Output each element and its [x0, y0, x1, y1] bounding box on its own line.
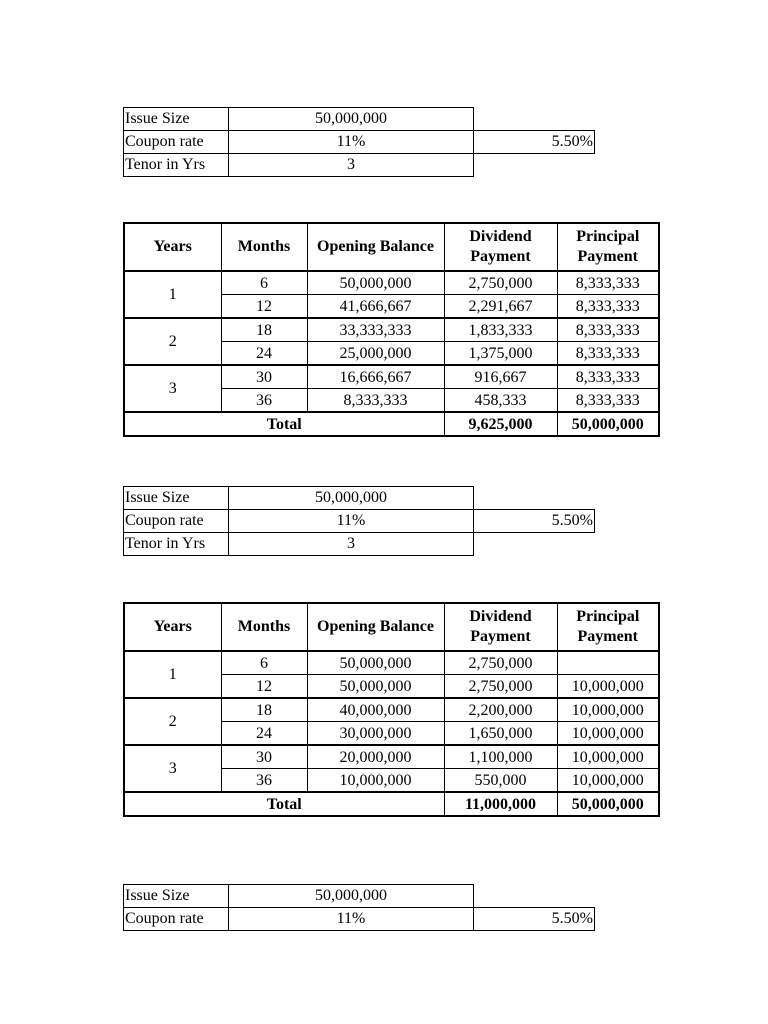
dividend-cell: 2,750,000 [444, 675, 557, 699]
dividend-cell: 1,100,000 [444, 745, 557, 769]
principal-cell: 10,000,000 [557, 745, 659, 769]
principal-cell: 8,333,333 [557, 389, 659, 413]
repayment-schedule-1 [123, 222, 660, 437]
opening-balance-cell: 10,000,000 [307, 769, 444, 793]
year-cell: 2 [124, 318, 221, 365]
half-coupon-rate: 5.50% [474, 131, 595, 154]
principal-cell: 10,000,000 [557, 698, 659, 722]
year-cell: 2 [124, 698, 221, 745]
opening-balance-cell: 30,000,000 [307, 722, 444, 746]
dividend-cell: 2,750,000 [444, 651, 557, 675]
dividend-cell: 2,291,667 [444, 295, 557, 319]
dividend-cell: 1,375,000 [444, 342, 557, 366]
opening-balance-cell: 50,000,000 [307, 271, 444, 295]
empty-cell [474, 108, 595, 131]
months-cell: 30 [221, 745, 307, 769]
year-cell: 3 [124, 365, 221, 412]
dividend-cell: 1,650,000 [444, 722, 557, 746]
issue-size-value: 50,000,000 [229, 885, 474, 908]
total-label: Total [124, 412, 444, 436]
opening-balance-cell: 16,666,667 [307, 365, 444, 389]
principal-cell: 10,000,000 [557, 769, 659, 793]
total-label: Total [124, 792, 444, 816]
months-cell: 24 [221, 342, 307, 366]
header-years: Years [124, 223, 221, 271]
months-cell: 36 [221, 769, 307, 793]
opening-balance-cell: 40,000,000 [307, 698, 444, 722]
opening-balance-cell: 50,000,000 [307, 651, 444, 675]
principal-cell: 8,333,333 [557, 365, 659, 389]
principal-cell: 8,333,333 [557, 342, 659, 366]
table-row [124, 651, 659, 675]
dividend-cell: 916,667 [444, 365, 557, 389]
dividend-cell: 550,000 [444, 769, 557, 793]
opening-balance-cell: 20,000,000 [307, 745, 444, 769]
dividend-cell: 2,750,000 [444, 271, 557, 295]
months-cell: 30 [221, 365, 307, 389]
months-cell: 6 [221, 651, 307, 675]
parameters-table-3 [123, 884, 595, 931]
parameters-table-2 [123, 486, 595, 556]
total-row [124, 792, 659, 816]
table-row [124, 745, 659, 769]
tenor-label: Tenor in Yrs [124, 533, 229, 556]
empty-cell [474, 885, 595, 908]
principal-cell: 10,000,000 [557, 675, 659, 699]
dividend-cell: 458,333 [444, 389, 557, 413]
total-principal: 50,000,000 [557, 792, 659, 816]
table-row [124, 318, 659, 342]
table-row [124, 698, 659, 722]
coupon-rate-label: Coupon rate [124, 131, 229, 154]
empty-cell [474, 533, 595, 556]
issue-size-label: Issue Size [124, 487, 229, 510]
header-dividend-payment: Dividend Payment [444, 603, 557, 651]
empty-cell [474, 154, 595, 177]
months-cell: 24 [221, 722, 307, 746]
principal-cell [557, 651, 659, 675]
header-principal-payment: Principal Payment [557, 223, 659, 271]
tenor-value: 3 [229, 533, 474, 556]
year-cell: 1 [124, 271, 221, 318]
dividend-cell: 2,200,000 [444, 698, 557, 722]
months-cell: 18 [221, 318, 307, 342]
opening-balance-cell: 41,666,667 [307, 295, 444, 319]
months-cell: 6 [221, 271, 307, 295]
total-row [124, 412, 659, 436]
opening-balance-cell: 33,333,333 [307, 318, 444, 342]
total-principal: 50,000,000 [557, 412, 659, 436]
header-months: Months [221, 603, 307, 651]
principal-cell: 8,333,333 [557, 271, 659, 295]
months-cell: 36 [221, 389, 307, 413]
coupon-rate-label: Coupon rate [124, 510, 229, 533]
half-coupon-rate: 5.50% [474, 908, 595, 931]
half-coupon-rate: 5.50% [474, 510, 595, 533]
tenor-value: 3 [229, 154, 474, 177]
opening-balance-cell: 25,000,000 [307, 342, 444, 366]
coupon-rate-value: 11% [229, 131, 474, 154]
empty-cell [474, 487, 595, 510]
issue-size-value: 50,000,000 [229, 487, 474, 510]
year-cell: 3 [124, 745, 221, 792]
issue-size-label: Issue Size [124, 885, 229, 908]
table-row [124, 365, 659, 389]
months-cell: 12 [221, 295, 307, 319]
principal-cell: 10,000,000 [557, 722, 659, 746]
table-row [124, 271, 659, 295]
dividend-cell: 1,833,333 [444, 318, 557, 342]
coupon-rate-value: 11% [229, 510, 474, 533]
opening-balance-cell: 8,333,333 [307, 389, 444, 413]
header-years: Years [124, 603, 221, 651]
header-opening-balance: Opening Balance [307, 223, 444, 271]
total-dividend: 9,625,000 [444, 412, 557, 436]
principal-cell: 8,333,333 [557, 295, 659, 319]
header-opening-balance: Opening Balance [307, 603, 444, 651]
issue-size-label: Issue Size [124, 108, 229, 131]
header-months: Months [221, 223, 307, 271]
issue-size-value: 50,000,000 [229, 108, 474, 131]
months-cell: 12 [221, 675, 307, 699]
total-dividend: 11,000,000 [444, 792, 557, 816]
tenor-label: Tenor in Yrs [124, 154, 229, 177]
header-dividend-payment: Dividend Payment [444, 223, 557, 271]
principal-cell: 8,333,333 [557, 318, 659, 342]
months-cell: 18 [221, 698, 307, 722]
header-principal-payment: Principal Payment [557, 603, 659, 651]
coupon-rate-label: Coupon rate [124, 908, 229, 931]
coupon-rate-value: 11% [229, 908, 474, 931]
parameters-table-1 [123, 107, 595, 177]
opening-balance-cell: 50,000,000 [307, 675, 444, 699]
year-cell: 1 [124, 651, 221, 698]
repayment-schedule-2 [123, 602, 660, 817]
